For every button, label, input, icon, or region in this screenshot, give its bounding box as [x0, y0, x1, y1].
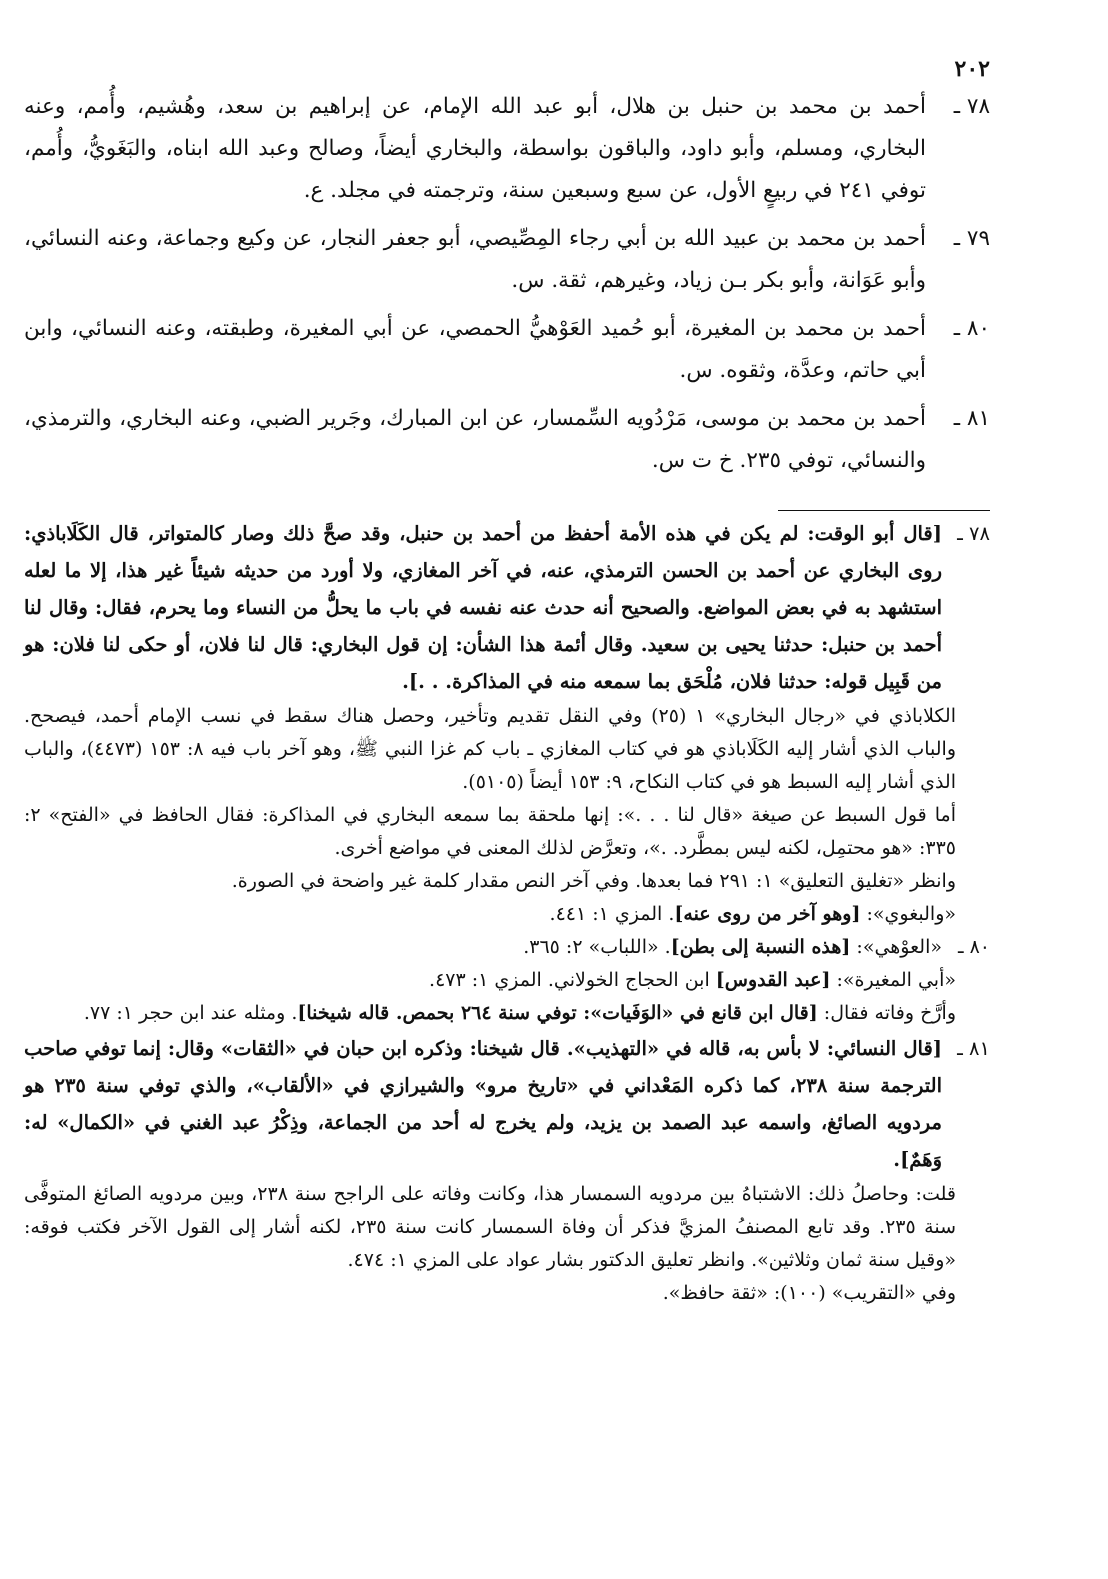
page-number: ٢٠٢	[954, 56, 990, 82]
note-78-baghawi	[24, 898, 990, 931]
entry-text: أحمد بن محمد بن عبيد الله بن أبي رجاء المِصِّيصي، أبو جعفر النجار، عن وكيع وجماعة، وعنه النسائي، وأبو عَوَانة، وأبو بكر بـن زياد، وغيرهم، ثقة. س.	[24, 226, 926, 293]
entry-number: ٨١ ـ	[953, 406, 990, 431]
entry-text: أحمد بن محمد بن موسى، مَرْدُويه السِّمسار، عن ابن المبارك، وجَرير الضبي، وعنه البخاري، والترمذي، والنسائي، توفي ٢٣٥. خ ت س.	[24, 406, 926, 473]
sub-bold: [عبد القدوس]	[715, 969, 831, 991]
note-80	[24, 931, 990, 964]
note-80-abi-mughira	[24, 964, 990, 997]
sub-bold: [هذه النسبة إلى بطن]	[670, 936, 851, 958]
note-78-paragraph-3: وانظر «تغليق التعليق» ١: ٢٩١ فما بعدها. وفي آخر النص مقدار كلمة غير واضحة في الصورة.	[231, 870, 956, 892]
note-78-paragraph-1: الكلاباذي في «رجال البخاري» ١ (٢٥) وفي النقل تقديم وتأخير، وحصل هناك سقط في نسب الإمام أحمد، فيصحح. والباب الذي أشار إليه الكَلَاباذي هو في كتاب المغازي ـ باب كم غزا النبي ﷺ، وهو آخر باب فيه ٨: ١٥٣ (٤٤٧٣)، والباب الذي أشار إليه السبط هو في كتاب النكاح، ٩: ١٥٣ أيضاً (٥١٠٥).	[24, 705, 956, 793]
note-78-paragraph-2: أما قول السبط عن صيغة «قال لنا . . .»: إنها ملحقة بما سمعه البخاري في المذاكرة: فقال الحافظ في «الفتح» ٢: ٣٣٥: «هو محتمِل، لكنه ليس بمطَّرد. .»، وتعرَّض لذلك المعنى في مواضع أخرى.	[24, 804, 956, 859]
note-number: ٨١ ـ	[957, 1037, 990, 1060]
note-number: ٨٠ ـ	[957, 936, 990, 958]
sub-ref: ابن الحجاج الخولاني. المزي ١: ٤٧٣.	[429, 969, 716, 991]
footnote-divider	[778, 510, 990, 511]
sub-label: «العوْهي»:	[850, 936, 942, 958]
sub-bold: [قال ابن قانع في «الوَفَيات»: توفي سنة ٢٦٤ بحمص. قاله شيخنا]	[297, 1002, 818, 1024]
sub-label: «والبغوي»:	[860, 903, 956, 925]
entry-text: أحمد بن محمد بن المغيرة، أبو حُميد العَوْهيُّ الحمصي، عن أبي المغيرة، وطبقته، وعنه النسائي، وابن أبي حاتم، وعدَّة، وثقوه. س.	[24, 316, 926, 383]
sub-label: وأرَّخ وفاته فقال:	[817, 1002, 956, 1024]
entry-number: ٨٠ ـ	[953, 316, 990, 341]
entry-80	[24, 308, 990, 392]
entry-number: ٧٩ ـ	[953, 226, 990, 251]
note-81-main	[24, 1030, 990, 1178]
entry-number: ٧٨ ـ	[953, 94, 990, 119]
note-81-paragraph-1: قلت: وحاصلُ ذلك: الاشتباهُ بين مردويه السمسار هذا، وكانت وفاته على الراجح سنة ٢٣٨، وبين مردويه الصائغ المتوفَّى سنة ٢٣٥. وقد تابع المصنفُ المزيَّ فذكر أن وفاة السمسار كانت سنة ٢٣٥، لكنه أشار إلى القول الآخر فكتب فوقه: «وقيل سنة ثمان وثلاثين». وانظر تعليق الدكتور بشار عواد على المزي ١: ٤٧٤.	[24, 1183, 956, 1271]
entry-78	[24, 86, 990, 212]
entry-81	[24, 398, 990, 482]
note-78-main	[24, 515, 990, 700]
note-80-death	[24, 997, 990, 1030]
note-text: [قال أبو الوقت: لم يكن في هذه الأمة أحفظ من أحمد بن حنبل، وقد صحَّ ذلك وصار كالمتواتر، قال الكَلَاباذي: روى البخاري عن أحمد بن الحسن الترمذي، عنه، في آخر المغازي، ولا أورد من حديثه شيئاً غير هذا، إلا ما لعله استشهد به في بعض المواضع. والصحيح أنه حدث عنه نفسه في باب ما يحلُّ من النساء وما يحرم، فقال: وقال لنا أحمد بن حنبل: حدثنا يحيى بن سعيد. وقال أئمة هذا الشأن: إن قول البخاري: قال لنا فلان، أو حكى لنا فلان: هو من قَبِيل قوله: حدثنا فلان، مُلْحَق بما سمعه منه في المذاكرة. . .].	[24, 522, 942, 693]
note-number: ٧٨ ـ	[957, 522, 990, 545]
sub-ref: . ومثله عند ابن حجر ١: ٧٧.	[83, 1002, 298, 1024]
sub-ref: . «اللباب» ٢: ٣٦٥.	[523, 936, 671, 958]
note-81-paragraph-2: وفي «التقريب» (١٠٠): «ثقة حافظ».	[662, 1282, 956, 1304]
sub-ref: . المزي ١: ٤٤١.	[549, 903, 675, 925]
sub-bold: [وهو آخر من روى عنه]	[674, 903, 861, 925]
sub-label: «أبي المغيرة»:	[830, 969, 956, 991]
entry-text: أحمد بن محمد بن حنبل بن هلال، أبو عبد الله الإمام، عن إبراهيم بن سعد، وهُشيم، وأُمم، وعنه البخاري، ومسلم، وأبو داود، والباقون بواسطة، والبخاري أيضاً، وصالح وعبد الله ابناه، والبَغَويُّ، وأُمم، توفي ٢٤١ في ربيعٍ الأول، عن سبع وسبعين سنة، وترجمته في مجلد. ع.	[24, 94, 926, 203]
main-entries	[24, 86, 990, 482]
note-text: [قال النسائي: لا بأس به، قاله في «التهذيب». قال شيخنا: وذكره ابن حبان في «الثقات» وقال: إنما توفي صاحب الترجمة سنة ٢٣٨، كما ذكره المَعْداني في «تاريخ مرو» والشيرازي في «الألقاب»، والذي توفي سنة ٢٣٥ هو مردويه الصائغ، واسمه عبد الصمد بن يزيد، ولم يخرج له أحد من الجماعة، وذِكْرُ عبد الغني في «الكمال» له: وَهَمٌ].	[24, 1037, 942, 1171]
footnotes	[24, 515, 990, 1310]
entry-79	[24, 218, 990, 302]
